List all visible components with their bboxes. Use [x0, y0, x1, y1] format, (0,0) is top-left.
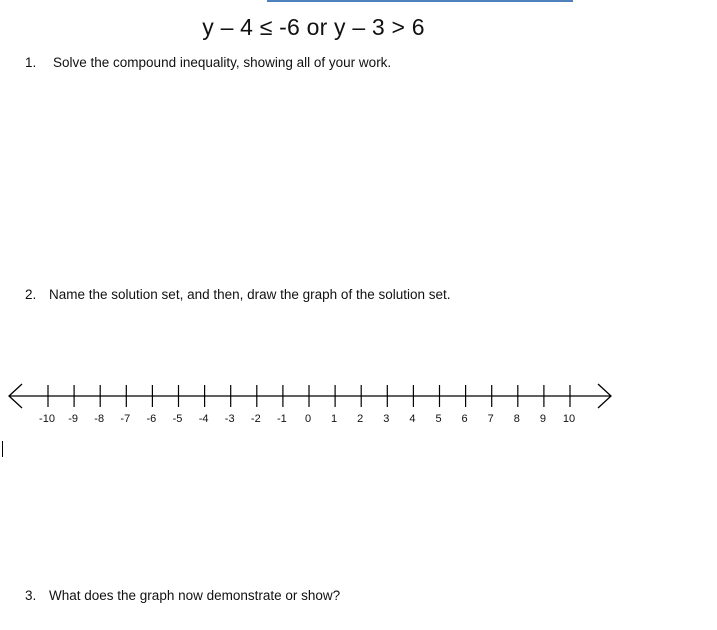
inequality-heading: y – 4 ≤ -6 or y – 3 > 6: [202, 14, 425, 40]
tick-label: 2: [357, 413, 364, 425]
text-cursor: [2, 441, 3, 457]
tick-label: 3: [383, 413, 390, 425]
tick-label: -9: [68, 413, 78, 425]
tick-label: 9: [539, 413, 546, 425]
question-2: [25, 287, 451, 302]
tick-marks: [48, 385, 570, 407]
question-3-text: What does the graph now demonstrate or show?: [49, 588, 341, 603]
tick-label: -7: [120, 413, 131, 425]
tick-label: -10: [39, 413, 55, 425]
tick-label: 0: [304, 413, 312, 425]
question-3-number: 3.: [25, 588, 37, 603]
question-3: [25, 588, 340, 603]
question-2-number: 2.: [25, 287, 37, 302]
question-1-text: Solve the compound inequality, showing all of your work.: [53, 55, 392, 70]
number-line: [0, 372, 640, 432]
tick-label: -3: [224, 413, 235, 425]
tick-labels: [39, 413, 575, 425]
tick-label: -6: [146, 413, 157, 425]
tick-label: 5: [435, 413, 442, 425]
header-rule: [267, 0, 573, 2]
question-2-text: Name the solution set, and then, draw the graph of the solution set.: [49, 287, 451, 302]
tick-label: 1: [331, 413, 338, 425]
tick-label: -1: [277, 413, 287, 425]
tick-label: 4: [409, 413, 416, 425]
tick-label: -5: [172, 413, 183, 425]
question-1: [25, 55, 391, 70]
tick-label: -4: [198, 413, 209, 425]
tick-label: 8: [513, 413, 520, 425]
tick-label: 10: [562, 413, 576, 425]
tick-label: 7: [487, 413, 494, 425]
tick-label: 6: [461, 413, 468, 425]
tick-label: -8: [94, 413, 105, 425]
tick-label: -2: [250, 413, 261, 425]
question-1-number: 1.: [25, 55, 37, 70]
